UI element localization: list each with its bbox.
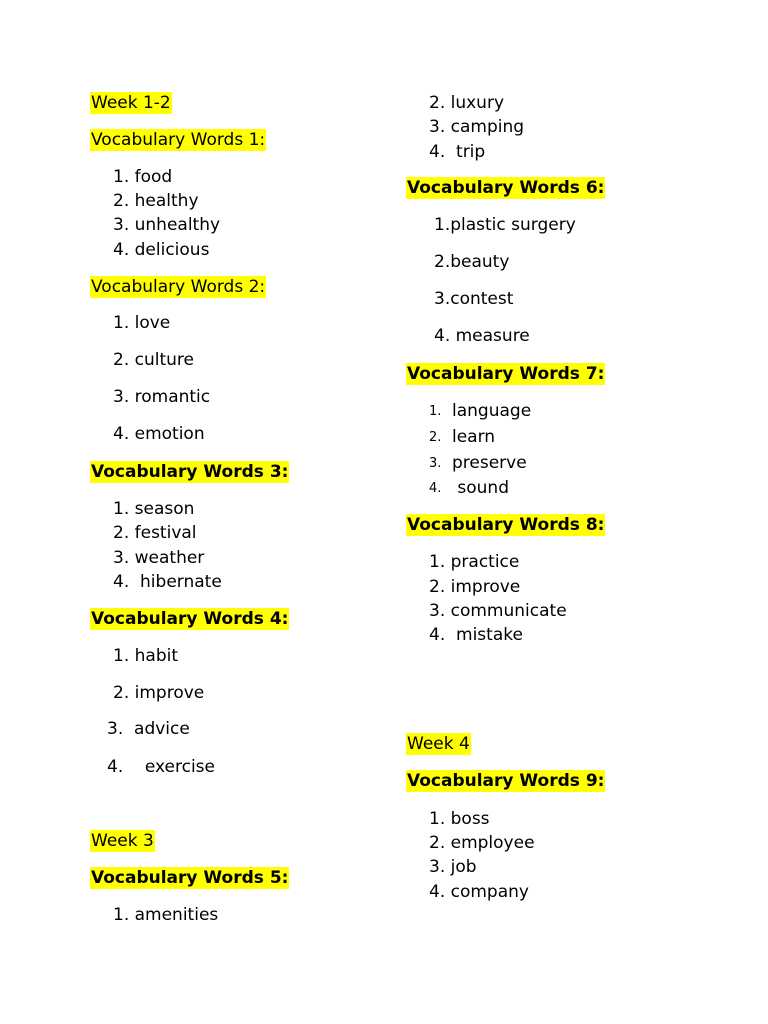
list-item: 3. romantic (113, 387, 211, 407)
section-heading: Vocabulary Words 9: (407, 771, 605, 791)
list-item: 2.beauty (434, 252, 510, 272)
list-item: 2. festival (113, 523, 197, 543)
list-number: 2. (429, 430, 442, 445)
list-item: 3. job (429, 857, 477, 877)
list-item: 1. boss (429, 809, 490, 829)
list-item: 1. practice (429, 552, 520, 572)
list-item: 1. habit (113, 646, 178, 666)
list-number: 4. (429, 481, 442, 496)
list-item: 1. food (113, 167, 173, 187)
list-number: 1. (429, 404, 442, 419)
list-item: language (452, 401, 532, 421)
section-heading: Vocabulary Words 3: (91, 462, 289, 482)
list-item: 4. company (429, 882, 529, 902)
list-item: 1. season (113, 499, 195, 519)
list-item: 4. exercise (107, 757, 215, 777)
list-item: 2. improve (113, 683, 205, 703)
week-heading: Week 1-2 (91, 93, 171, 113)
list-item: sound (452, 478, 510, 498)
list-item: preserve (452, 453, 527, 473)
section-heading: Vocabulary Words 4: (91, 609, 289, 629)
list-item: 2. improve (429, 577, 521, 597)
list-item: 2. luxury (429, 93, 505, 113)
list-item: 3. advice (107, 719, 190, 739)
list-item: 2. healthy (113, 191, 199, 211)
section-heading: Vocabulary Words 2: (91, 277, 266, 297)
list-item: 3. communicate (429, 601, 567, 621)
section-heading: Vocabulary Words 8: (407, 515, 605, 535)
list-item: 3.contest (434, 289, 514, 309)
list-item: 4. measure (434, 326, 530, 346)
section-heading: Vocabulary Words 6: (407, 178, 605, 198)
list-item: 3. unhealthy (113, 215, 221, 235)
list-item: 3. camping (429, 117, 525, 137)
list-item: 1. love (113, 313, 171, 333)
list-item: 1. amenities (113, 905, 219, 925)
list-item: 4. trip (429, 142, 486, 162)
list-item: 4. hibernate (113, 572, 222, 592)
list-item: 2. culture (113, 350, 194, 370)
list-item: 4. delicious (113, 240, 210, 260)
section-heading: Vocabulary Words 5: (91, 868, 289, 888)
list-item: 3. weather (113, 548, 205, 568)
list-item: 2. employee (429, 833, 535, 853)
week-heading: Week 3 (91, 831, 154, 851)
week-heading: Week 4 (407, 734, 470, 754)
list-item: 4. mistake (429, 625, 523, 645)
list-item: 1.plastic surgery (434, 215, 576, 235)
list-item: learn (452, 427, 496, 447)
section-heading: Vocabulary Words 7: (407, 364, 605, 384)
list-number: 3. (429, 456, 442, 471)
list-item: 4. emotion (113, 424, 205, 444)
section-heading: Vocabulary Words 1: (91, 130, 266, 150)
